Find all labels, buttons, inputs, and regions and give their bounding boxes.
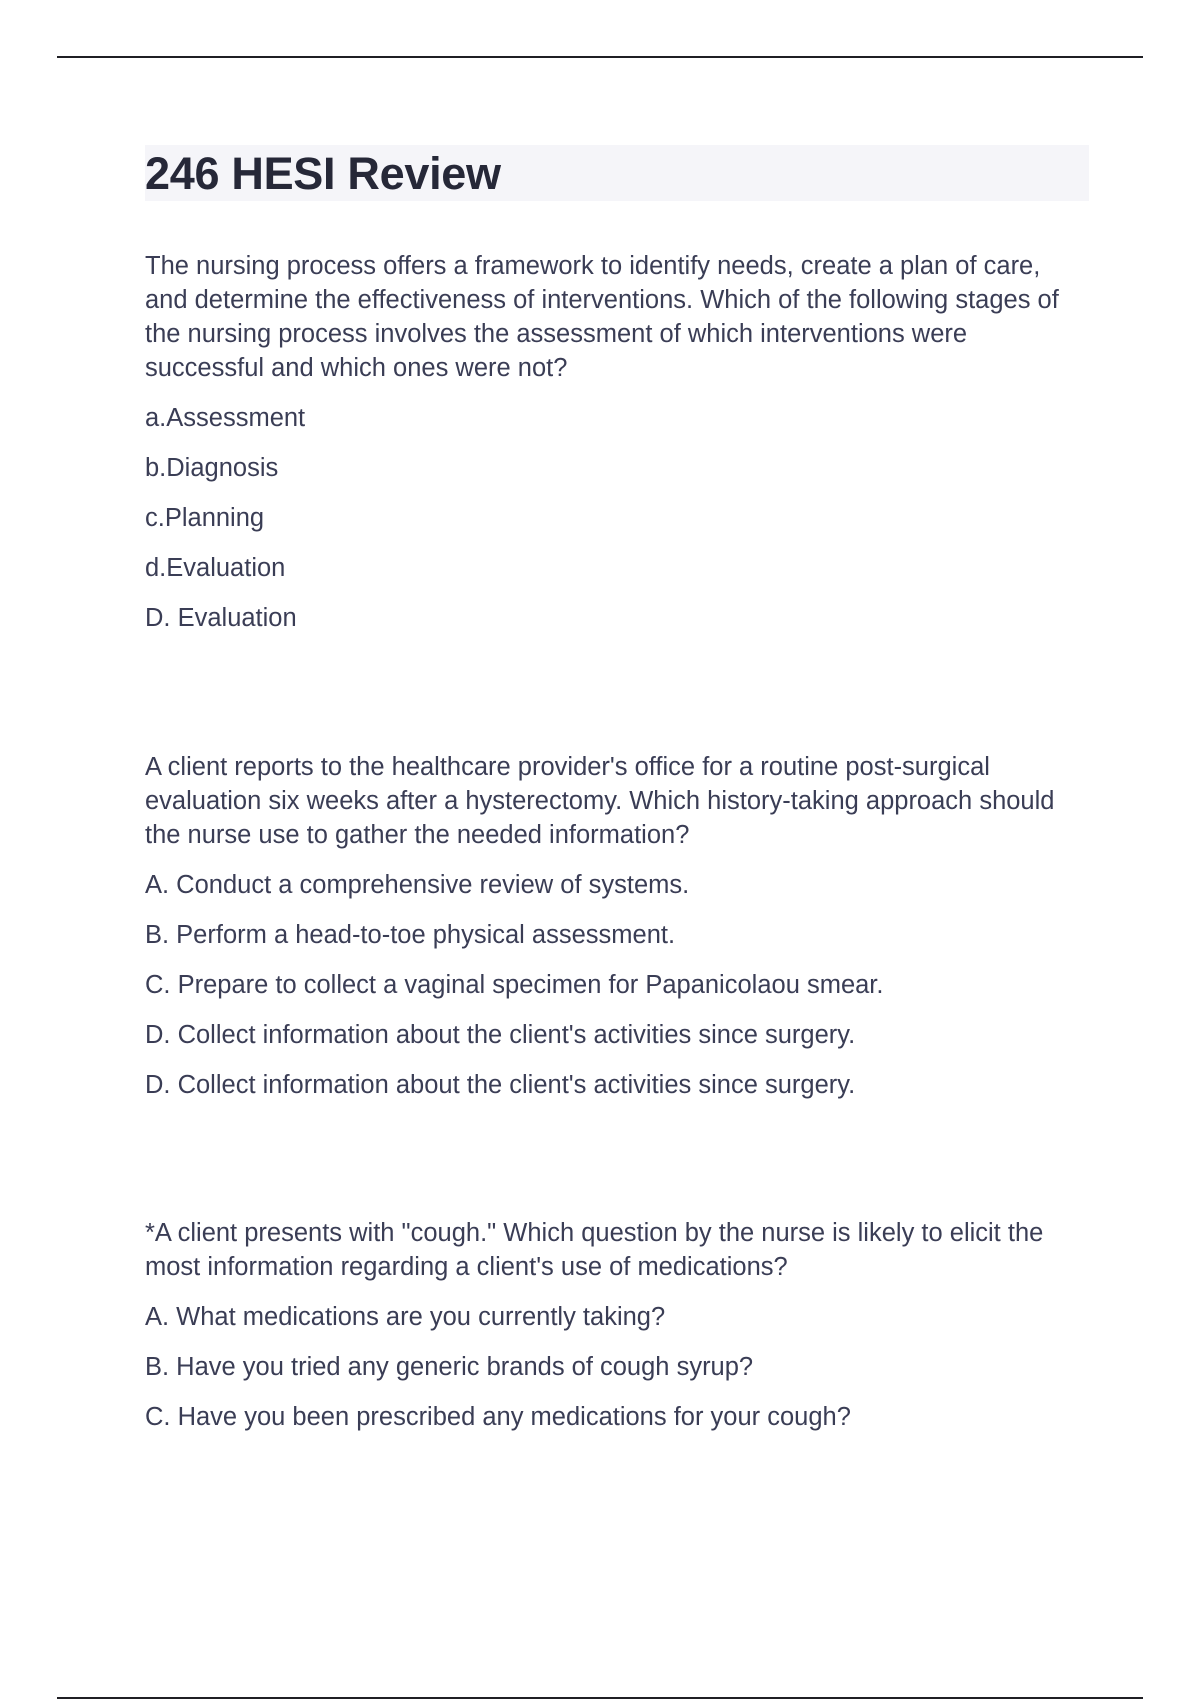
top-rule [57, 56, 1143, 58]
answer-option: d.Evaluation [145, 554, 286, 582]
correct-answer: D. Evaluation [145, 604, 297, 632]
answer-option: c.Planning [145, 504, 265, 532]
answer-options [145, 1300, 1089, 1434]
question-text: The nursing process offers a framework to identify needs, create a plan of care, and determine the effectiveness of interventions. Which of the following stages of the nursing process involves the assessment of which interventions were successful and which ones were not? [145, 252, 1059, 382]
question-text: *A client presents with "cough." Which question by the nurse is likely to elicit the most information regarding a client's use of medications? [145, 1219, 1044, 1281]
question-text: A client reports to the healthcare provider's office for a routine post-surgical evaluation six weeks after a hysterectomy. Which history-taking approach should the nurse use to gather the needed information? [145, 753, 1055, 849]
answer-option: B. Perform a head-to-toe physical assessment. [145, 921, 676, 949]
answer-option: A. What medications are you currently taking? [145, 1303, 666, 1331]
title-band [145, 145, 1089, 201]
answer-option: b.Diagnosis [145, 454, 279, 482]
page-content [145, 145, 1089, 1431]
answer-option: A. Conduct a comprehensive review of systems. [145, 871, 690, 899]
question-block [145, 249, 1089, 635]
answer-options [145, 401, 1089, 635]
bottom-rule [57, 1697, 1143, 1699]
page-title: 246 HESI Review [145, 148, 501, 199]
answer-option: B. Have you tried any generic brands of cough syrup? [145, 1353, 754, 1381]
question-block [145, 1216, 1089, 1434]
answer-options [145, 868, 1089, 1102]
answer-option: C. Have you been prescribed any medications for your cough? [145, 1403, 851, 1431]
question-block [145, 750, 1089, 1102]
answer-option: a.Assessment [145, 404, 306, 432]
answer-option: D. Collect information about the client's activities since surgery. [145, 1021, 856, 1049]
answer-option: C. Prepare to collect a vaginal specimen for Papanicolaou smear. [145, 971, 884, 999]
correct-answer: D. Collect information about the client's activities since surgery. [145, 1071, 856, 1099]
